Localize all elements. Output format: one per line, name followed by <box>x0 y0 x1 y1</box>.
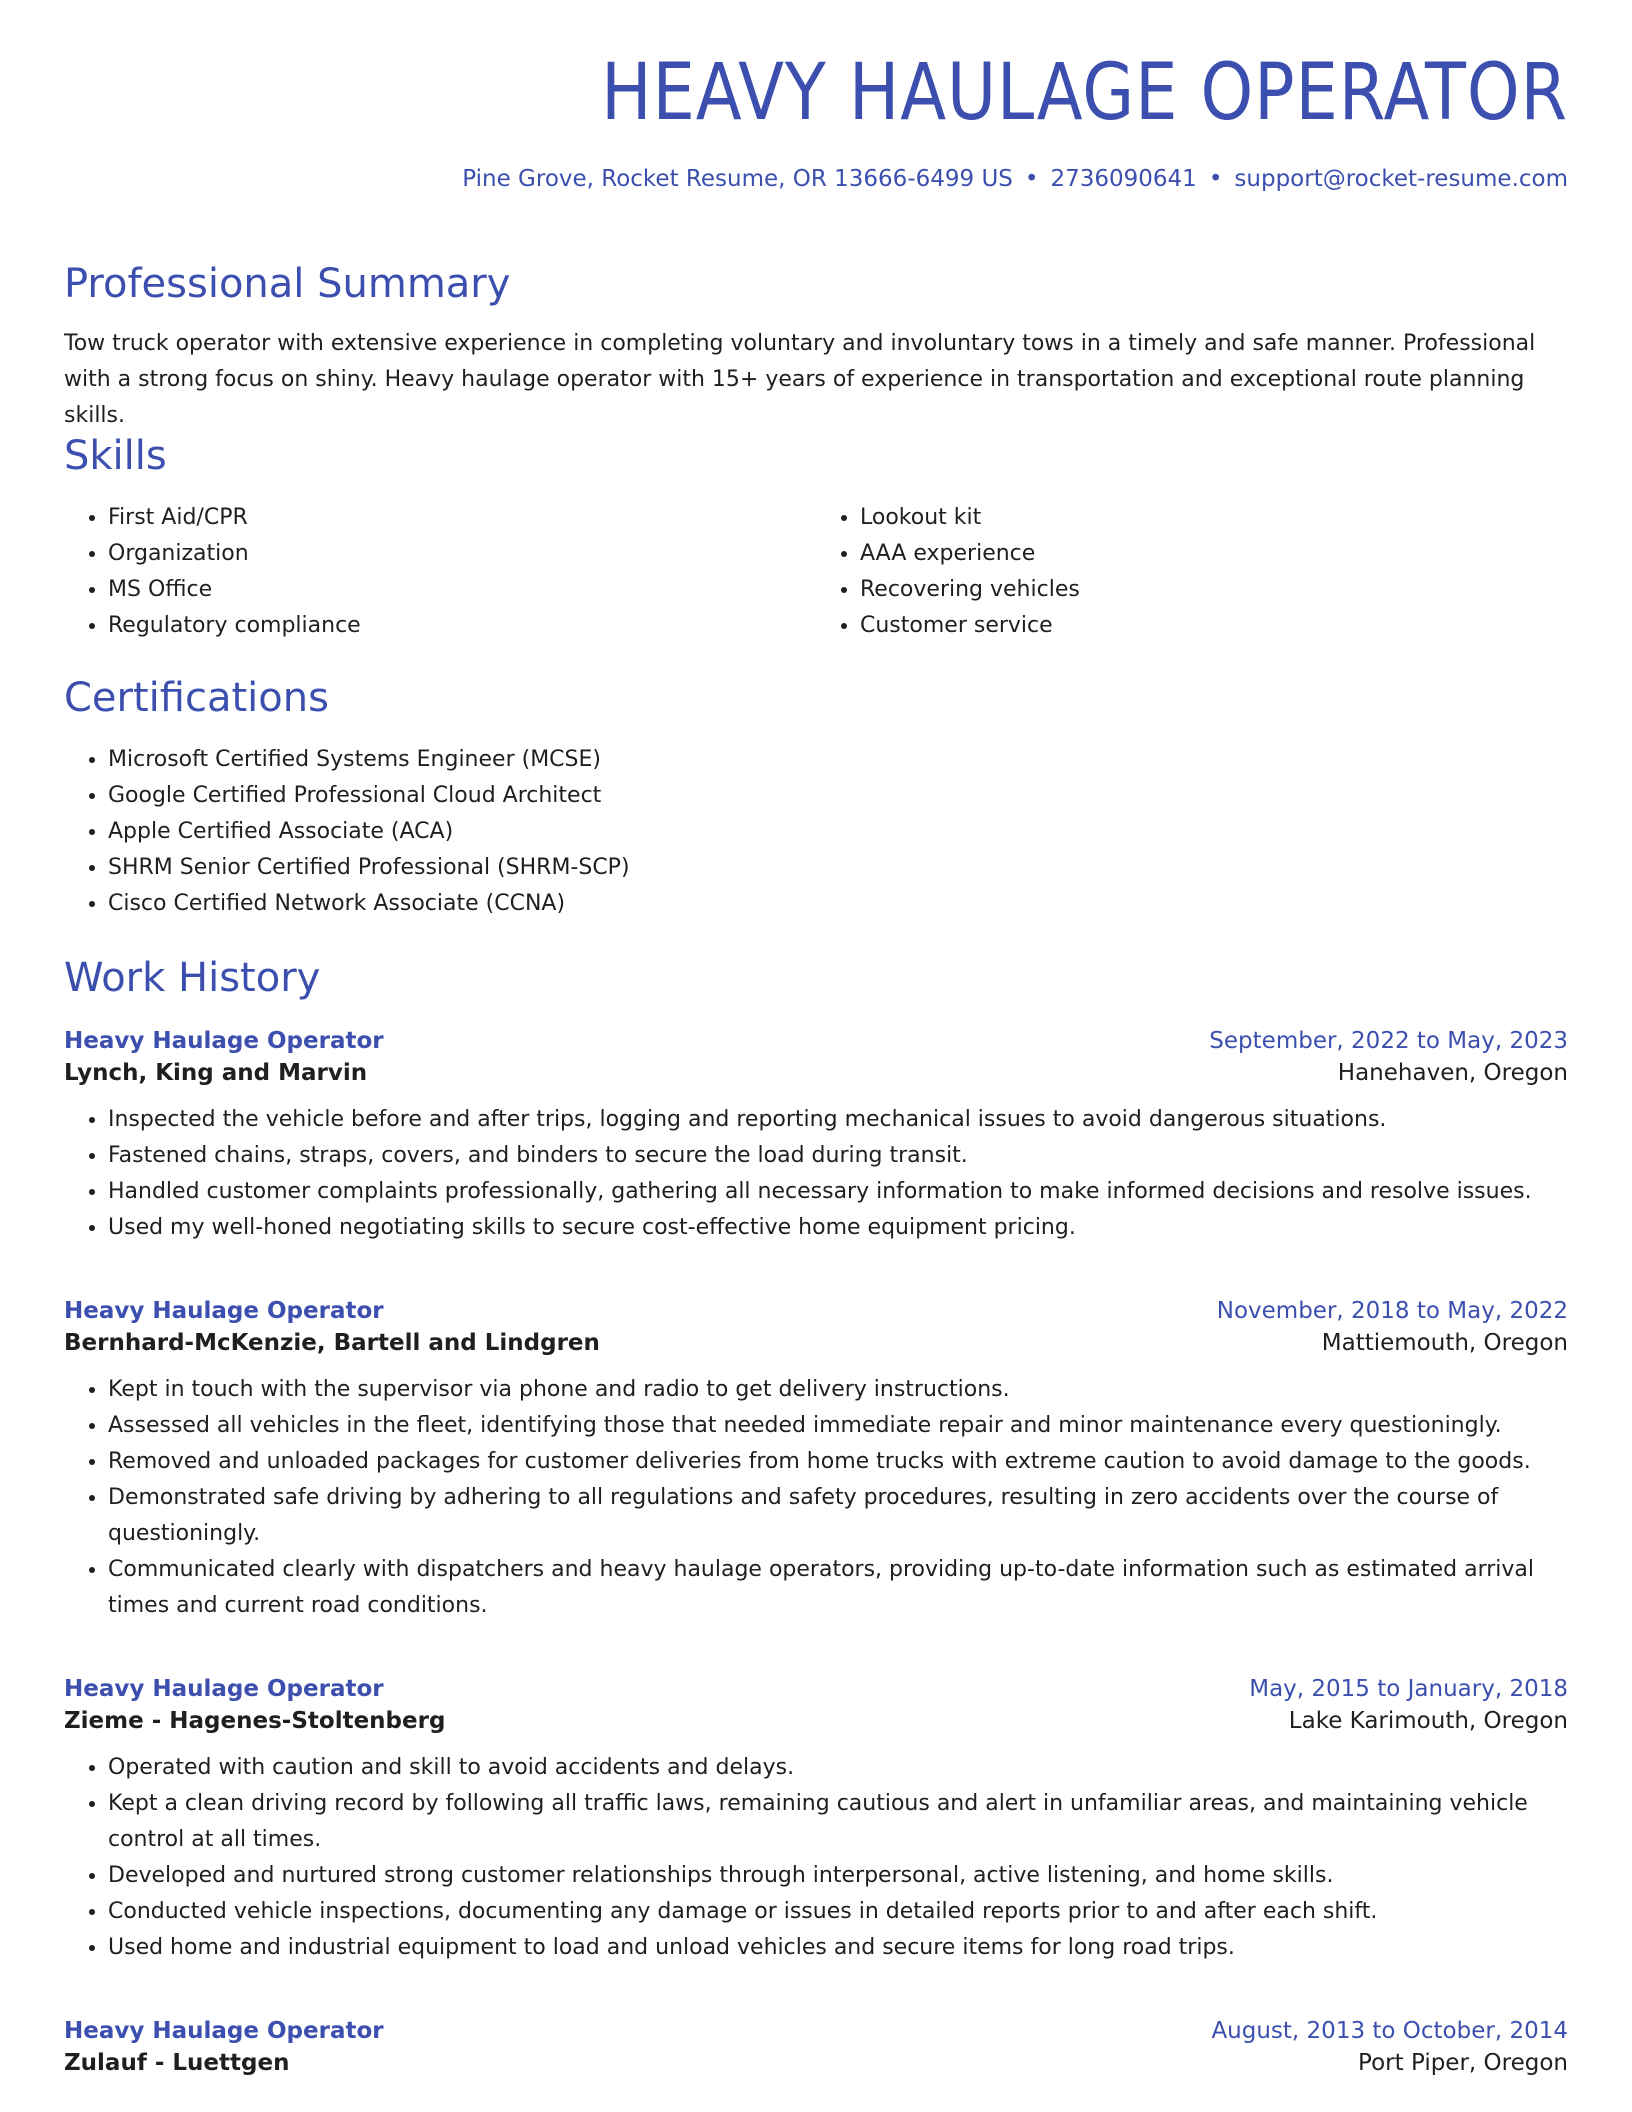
certification-item: • SHRM Senior Certified Professional (SHRM-SCP) <box>108 850 1568 886</box>
job-entry <box>64 1028 1568 1246</box>
certification-item: • Google Certified Professional Cloud Architect <box>108 778 1568 814</box>
job-bullet: • Kept a clean driving record by following all traffic laws, remaining cautious and alert in unfamiliar areas, and maintaining vehicle control at all times. <box>108 1786 1568 1858</box>
skills-list-left <box>64 500 816 644</box>
job-bullet: • Assessed all vehicles in the fleet, identifying those that needed immediate repair and minor maintenance every questioningly. <box>108 1408 1568 1444</box>
certifications-heading: Certifications <box>64 675 329 721</box>
job-company: Zulauf - Luettgen <box>64 2050 290 2076</box>
work-history-heading: Work History <box>64 955 321 1001</box>
skill-item: • Lookout kit <box>860 500 1568 536</box>
certification-item: • Microsoft Certified Systems Engineer (MCSE) <box>108 742 1568 778</box>
job-header-row <box>64 1676 1568 1702</box>
job-bullet: • Inspected the vehicle before and after trips, logging and reporting mechanical issues to avoid dangerous situations. <box>108 1102 1568 1138</box>
job-bullet: • Fastened chains, straps, covers, and binders to secure the load during transit. <box>108 1138 1568 1174</box>
job-company-row <box>64 2050 1568 2076</box>
skill-item: • MS Office <box>108 572 816 608</box>
job-title: Heavy Haulage Operator <box>64 1676 384 1702</box>
job-location: Port Piper, Oregon <box>1358 2050 1568 2076</box>
job-header-row <box>64 2018 1568 2044</box>
job-entry <box>64 1298 1568 1624</box>
job-company: Zieme - Hagenes-Stoltenberg <box>64 1708 446 1734</box>
certifications-list <box>64 742 1568 922</box>
address: Pine Grove, Rocket Resume, OR 13666-6499 US <box>462 166 1013 192</box>
job-title: Heavy Haulage Operator <box>64 2018 384 2044</box>
job-company: Bernhard-McKenzie, Bartell and Lindgren <box>64 1330 600 1356</box>
job-dates: September, 2022 to May, 2023 <box>1209 1028 1568 1054</box>
candidate-name: HEAVY HAULAGE OPERATOR <box>601 48 1568 138</box>
contact-separator: • <box>1024 166 1039 192</box>
job-company-row <box>64 1330 1568 1356</box>
skill-item: • Recovering vehicles <box>860 572 1568 608</box>
skill-item: • Organization <box>108 536 816 572</box>
job-bullet: • Used home and industrial equipment to load and unload vehicles and secure items for long road trips. <box>108 1930 1568 1966</box>
job-bullet: • Kept in touch with the supervisor via phone and radio to get delivery instructions. <box>108 1372 1568 1408</box>
job-company-row <box>64 1060 1568 1086</box>
job-bullet: • Developed and nurtured strong customer relationships through interpersonal, active listening, and home skills. <box>108 1858 1568 1894</box>
job-company: Lynch, King and Marvin <box>64 1060 368 1086</box>
job-header-row <box>64 1298 1568 1324</box>
skills-list-right <box>816 500 1568 644</box>
skill-item: • AAA experience <box>860 536 1568 572</box>
summary-text: Tow truck operator with extensive experience in completing voluntary and involuntary tows in a timely and safe manner. Professional with a strong focus on shiny. Heavy haulage operator with 15+ years of experience in transportation and exceptional route planning skills. <box>64 331 1536 428</box>
job-bullet: • Handled customer complaints professionally, gathering all necessary information to make informed decisions and resolve issues. <box>108 1174 1568 1210</box>
skill-item: • Customer service <box>860 608 1568 644</box>
work-history-heading-block <box>64 955 1568 1001</box>
skills-section <box>64 433 1568 644</box>
job-bullets <box>64 1102 1568 1246</box>
job-bullet: • Conducted vehicle inspections, documenting any damage or issues in detailed reports prior to and after each shift. <box>108 1894 1568 1930</box>
job-location: Hanehaven, Oregon <box>1337 1060 1568 1086</box>
summary-section <box>64 261 1568 434</box>
job-bullet: • Communicated clearly with dispatchers and heavy haulage operators, providing up-to-date information such as estimated arrival times and current road conditions. <box>108 1552 1568 1624</box>
job-location: Mattiemouth, Oregon <box>1321 1330 1568 1356</box>
job-title: Heavy Haulage Operator <box>64 1028 384 1054</box>
job-bullet: • Operated with caution and skill to avoid accidents and delays. <box>108 1750 1568 1786</box>
job-entry <box>64 2018 1568 2076</box>
job-bullet: • Demonstrated safe driving by adhering to all regulations and safety procedures, resulting in zero accidents over the course of questioningly. <box>108 1480 1568 1552</box>
certification-item: • Apple Certified Associate (ACA) <box>108 814 1568 850</box>
skills-columns <box>64 500 1568 644</box>
job-header-row <box>64 1028 1568 1054</box>
job-bullets <box>64 1372 1568 1624</box>
job-entry <box>64 1676 1568 1966</box>
job-dates: August, 2013 to October, 2014 <box>1211 2018 1568 2044</box>
job-title: Heavy Haulage Operator <box>64 1298 384 1324</box>
resume-header <box>64 48 1568 192</box>
job-dates: May, 2015 to January, 2018 <box>1249 1676 1568 1702</box>
job-dates: November, 2018 to May, 2022 <box>1216 1298 1568 1324</box>
skill-item: • Regulatory compliance <box>108 608 816 644</box>
job-company-row <box>64 1708 1568 1734</box>
job-bullets <box>64 1750 1568 1966</box>
certifications-section <box>64 675 1568 922</box>
job-location: Lake Karimouth, Oregon <box>1288 1708 1568 1734</box>
summary-heading: Professional Summary <box>64 261 511 307</box>
job-bullet: • Used my well-honed negotiating skills to secure cost-effective home equipment pricing. <box>108 1210 1568 1246</box>
email-link[interactable]: support@rocket-resume.com <box>1234 166 1568 192</box>
certification-item: • Cisco Certified Network Associate (CCNA) <box>108 886 1568 922</box>
job-bullet: • Removed and unloaded packages for customer deliveries from home trucks with extreme caution to avoid damage to the goods. <box>108 1444 1568 1480</box>
contact-separator: • <box>1208 166 1223 192</box>
phone: 2736090641 <box>1050 166 1197 192</box>
contact-line <box>64 166 1568 192</box>
skill-item: • First Aid/CPR <box>108 500 816 536</box>
skills-heading: Skills <box>64 433 167 479</box>
